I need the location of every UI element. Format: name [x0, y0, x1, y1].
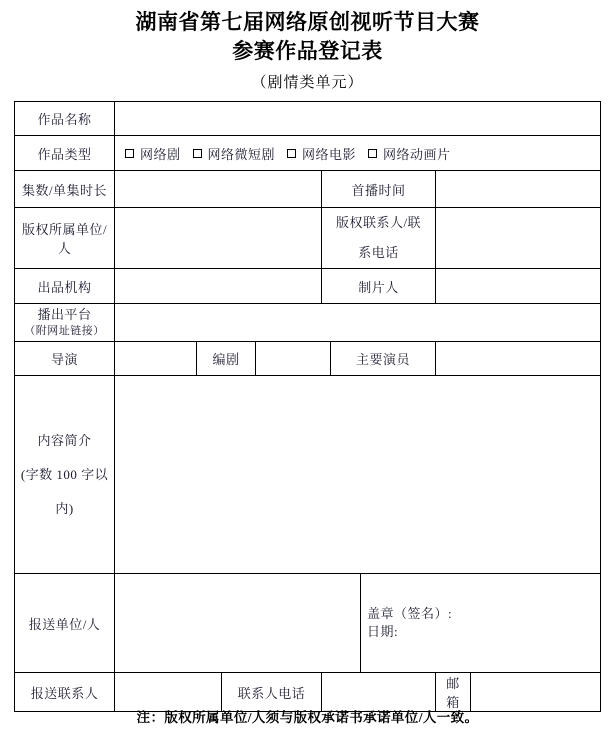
label-copyright-contact [322, 208, 436, 269]
label-stamp-signature: 盖章（签名）: [367, 606, 453, 621]
table-row-producer [15, 269, 601, 304]
work-type-option-group [119, 144, 596, 163]
label-summary-main: 内容简介 [37, 432, 92, 448]
label-director: 导演 [15, 342, 115, 376]
label-summary [15, 376, 115, 574]
field-work-type [115, 136, 601, 171]
table-row-work-name [15, 102, 601, 136]
checkbox-icon[interactable] [193, 149, 202, 158]
footer-note: 注：版权所属单位/人须与版权承诺书承诺单位/人一致。 [136, 710, 479, 725]
label-email: 邮箱 [436, 673, 471, 712]
label-main-actors: 主要演员 [331, 342, 436, 376]
field-summary[interactable] [115, 376, 601, 574]
work-type-option-0[interactable] [125, 144, 181, 163]
checkbox-icon[interactable] [125, 149, 134, 158]
table-row-crew [15, 342, 601, 376]
work-type-option-label: 网络动画片 [383, 146, 451, 162]
work-type-option-1[interactable] [193, 144, 276, 163]
label-copyright-owner: 版权所属单位/人 [15, 208, 115, 269]
page-subtitle: （剧情类单元） [251, 75, 364, 91]
document-header [0, 0, 615, 96]
label-platform-sub: （附网址链接） [24, 325, 105, 337]
table-row-summary [15, 376, 601, 574]
field-episodes[interactable] [115, 171, 322, 208]
label-episodes: 集数/单集时长 [15, 171, 115, 208]
field-seal-signature[interactable] [361, 574, 601, 673]
label-work-name: 作品名称 [15, 102, 115, 136]
field-work-name[interactable] [115, 102, 601, 136]
field-copyright-owner[interactable] [115, 208, 322, 269]
label-premiere-time: 首播时间 [322, 171, 436, 208]
table-row-copyright [15, 208, 601, 269]
field-premiere-time[interactable] [436, 171, 601, 208]
label-submit-unit: 报送单位/人 [15, 574, 115, 673]
table-row-submit-unit [15, 574, 601, 673]
checkbox-icon[interactable] [287, 149, 296, 158]
field-submit-unit[interactable] [115, 574, 361, 673]
label-copyright-contact-line-1: 版权联系人/联 [335, 215, 422, 230]
label-contact-phone: 联系人电话 [222, 673, 322, 712]
label-date: 日期: [367, 624, 399, 639]
label-screenwriter: 编剧 [197, 342, 256, 376]
work-type-option-label: 网络微短剧 [207, 146, 276, 162]
field-copyright-contact[interactable] [436, 208, 601, 269]
registration-form-table [14, 101, 601, 712]
label-submit-contact: 报送联系人 [15, 673, 115, 712]
label-producer-org: 出品机构 [15, 269, 115, 304]
label-copyright-contact-line-2: 系电话 [358, 245, 399, 260]
work-type-option-label: 网络剧 [140, 146, 181, 162]
work-type-option-2[interactable] [287, 144, 356, 163]
page-title-line-2: 参赛作品登记表 [232, 40, 383, 63]
checkbox-icon[interactable] [368, 149, 377, 158]
table-row-episodes [15, 171, 601, 208]
label-summary-stack [19, 424, 110, 526]
label-platform [15, 304, 115, 342]
page-title-line-1: 湖南省第七届网络原创视听节目大赛 [135, 11, 480, 34]
field-producer[interactable] [436, 269, 601, 304]
label-work-type: 作品类型 [15, 136, 115, 171]
label-summary-sub: (字数 100 字以内) [20, 466, 109, 516]
field-platform[interactable] [115, 304, 601, 342]
seal-inner-stack [361, 593, 600, 653]
field-main-actors[interactable] [436, 342, 601, 376]
field-director[interactable] [115, 342, 197, 376]
table-row-work-type [15, 136, 601, 171]
label-producer: 制片人 [322, 269, 436, 304]
label-platform-main: 播出平台 [37, 307, 92, 322]
work-type-option-3[interactable] [368, 144, 451, 163]
table-row-platform [15, 304, 601, 342]
work-type-option-label: 网络电影 [302, 146, 357, 162]
form-table-wrapper [14, 101, 600, 712]
field-producer-org[interactable] [115, 269, 322, 304]
field-screenwriter[interactable] [256, 342, 331, 376]
